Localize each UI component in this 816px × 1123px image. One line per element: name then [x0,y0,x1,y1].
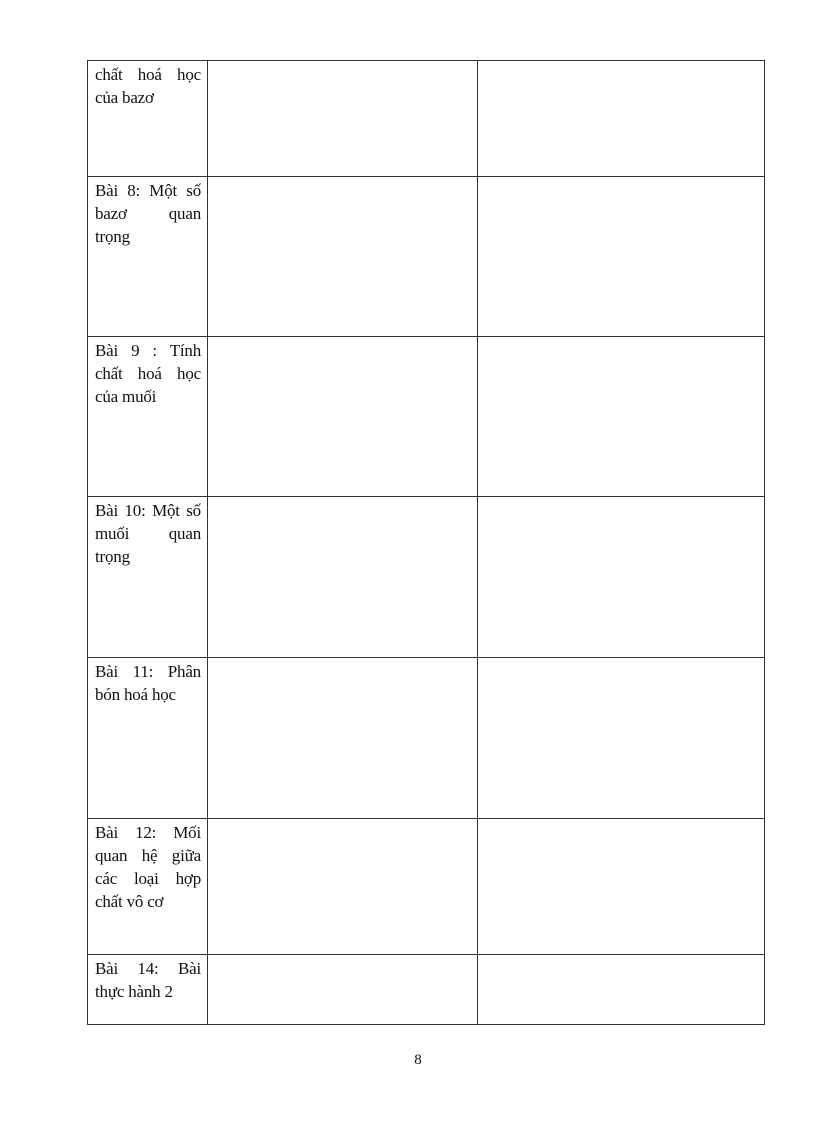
content-cell [208,177,478,337]
lesson-title-cell [88,955,208,1025]
lesson-title: Bài 11: Phân bón hoá học [95,662,201,704]
table-row [88,61,765,177]
table-row [88,819,765,955]
lesson-title-cell [88,337,208,497]
lesson-title-cell [88,658,208,819]
notes-cell [478,819,765,955]
table-row [88,337,765,497]
lesson-table [87,60,765,1025]
table-row [88,497,765,658]
lesson-title: Bài 12: Mối quan hệ giữa các loại hợp chất vô cơ [95,823,201,911]
notes-cell [478,61,765,177]
notes-cell [478,497,765,658]
notes-cell [478,337,765,497]
content-cell [208,955,478,1025]
lesson-title-cell [88,61,208,177]
table-row [88,955,765,1025]
content-cell [208,497,478,658]
table-row [88,658,765,819]
lesson-title: Bài 14: Bài thực hành 2 [95,959,201,1001]
content-cell [208,337,478,497]
lesson-title-cell [88,819,208,955]
notes-cell [478,177,765,337]
content-cell [208,819,478,955]
lesson-title: chất hoá học của bazơ [95,65,201,107]
lesson-title: Bài 8: Một số bazơ quan trọng [95,181,201,246]
content-cell [208,61,478,177]
notes-cell [478,658,765,819]
notes-cell [478,955,765,1025]
table-row [88,177,765,337]
content-cell [208,658,478,819]
page-number: 8 [414,1052,422,1068]
lesson-title: Bài 10: Một số muối quan trọng [95,501,201,566]
lesson-title: Bài 9 : Tính chất hoá học của muối [95,341,201,406]
lesson-title-cell [88,177,208,337]
lesson-title-cell [88,497,208,658]
